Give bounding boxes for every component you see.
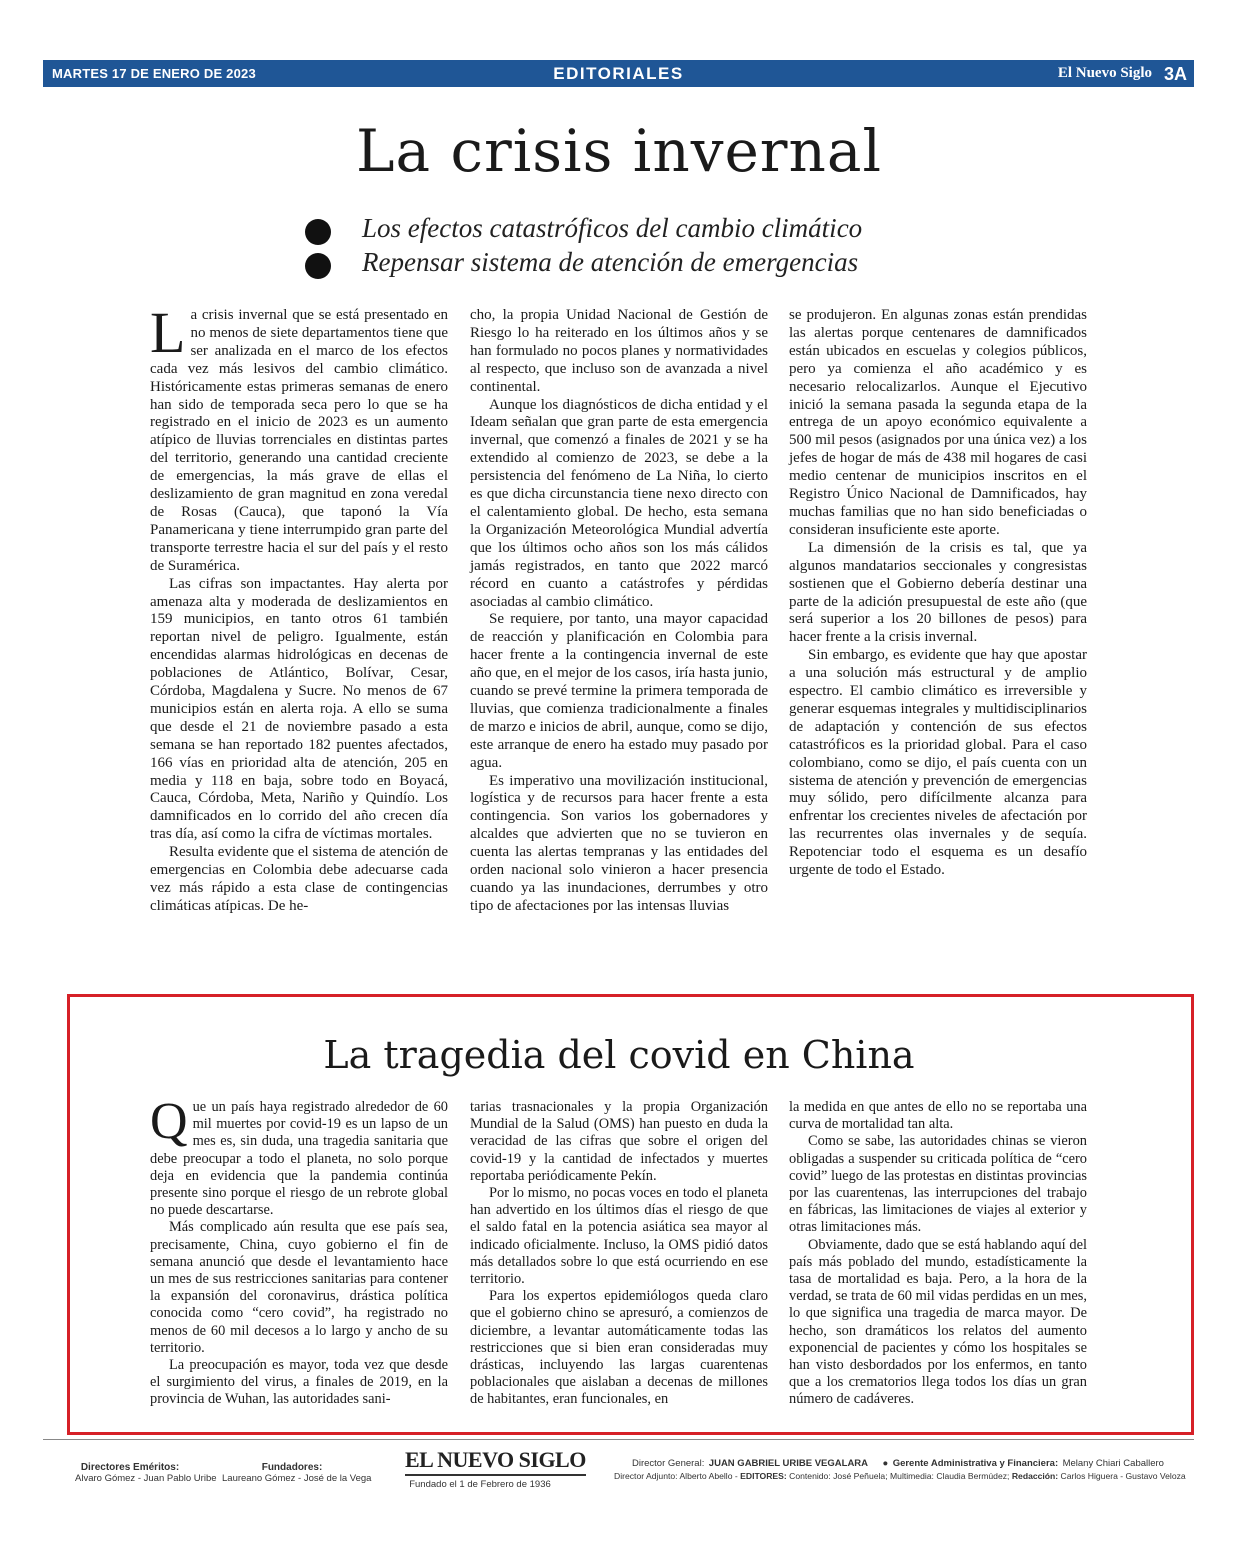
paragraph: Para los expertos epidemiólogos queda claro que el gobierno chino se apresuró, a comienzos de diciembre, a levantar automáticamente todas las restricciones que si bien eran consideradas muy drásticas, incluyendo las largas cuarentenas poblacionales que aislaban a decenas de millones de habitantes, eran funcionales, en — [470, 1288, 768, 1408]
editorial-title-covid: La tragedia del covid en China — [323, 1033, 915, 1077]
bullet-icon — [305, 219, 331, 245]
drop-cap: Q — [150, 1093, 188, 1150]
fundadores-label: Fundadores: — [261, 1462, 323, 1473]
bullet-icon: ● — [882, 1458, 889, 1469]
founded-date: Fundado el 1 de Febrero de 1936 — [409, 1479, 551, 1490]
directores-value: Alvaro Gómez - Juan Pablo Uribe — [75, 1473, 217, 1484]
footer-fundadores — [222, 1462, 372, 1484]
paragraph: Las cifras son impactantes. Hay alerta por amenaza alta y moderada de deslizamientos en 159 municipios, en tanto otros 61 también reportan nivel de peligro. Igualmente, están encendidas alarmas hidrológicas en decenas de poblaciones de Atlántico, Bolívar, Cesar, Córdoba, Magdalena y Sucre. No menos de 67 municipios están en alerta roja. A ello se suma que desde el 21 de noviembre pasado a esta semana se han reportado 182 puentes afectados, 166 vías en prioridad alta de atención, 205 en media y 118 en baja, sobre todo en Boyacá, Cauca, Córdoba, Meta, Nariño y Quindío. Los damnificados en lo corrido del año crecen día tras día, así como la cifra de víctimas mortales. — [150, 575, 448, 843]
paragraph: Obviamente, dado que se está hablando aquí del país más poblado del mundo, estadísticamente la tasa de mortalidad es baja. Pero, a la hora de la verdad, se trata de 60 mil vidas perdidas en un mes, lo que significa una tragedia de marca mayor. De hecho, son dramáticos los relatos del aumento exponencial de pacientes y cómo los hospitales se han visto desbordados por los enfermos, en tanto que a los crematorios llega todos los días un gran número de cadáveres. — [789, 1236, 1087, 1408]
paragraph: tarias trasnacionales y la propia Organización Mundial de la Salud (OMS) han puesto en duda la veracidad de las cifras que sobre el origen del covid-19 y la cantidad de infectados y muertes reportaba periódicamente Pekín. — [470, 1099, 768, 1184]
paragraph: Por lo mismo, no pocas voces en todo el planeta han advertido en los últimos días el riesgo de que el saldo fatal en la potencia asiática sea mayor al indicado oficialmente. Incluso, la OMS pidió datos más detallados sobre lo que está ocurriendo en ese territorio. — [470, 1185, 768, 1288]
paragraph: Sin embargo, es evidente que hay que apostar a una solución más estructural y de amplio espectro. El cambio climático es irreversible y generar esquemas integrales y multidisciplinarios de adaptación y contención de sus efectos catastróficos es la prioridad global. Para el caso colombiano, como se dijo, el país cuenta con un sistema de atención y prevención de emergencias muy sólido, pero difícilmente alcanza para enfrentar los crecientes niveles de afectación por las recurrentes olas invernales y de sequía. Repotenciar todo el esquema es un desafío urgente de todo el Estado. — [789, 647, 1087, 879]
footer-staff-line-2: Director Adjunto: Alberto Abello - EDITORES: Contenido: José Peñuela; Multimedia: Claudia Bermúdez; Redacción: Carlos Higuera - Gustavo Veloza — [614, 1471, 1186, 1481]
paragraph: Se requiere, por tanto, una mayor capacidad de reacción y planificación en Colombia para hacer frente a la contingencia invernal de este año que, en el mejor de los casos, iría hasta junio, cuando se prevé termine la primera temporada de lluvias, que comienza tradicionalmente a finales de marzo e inicios de abril, aunque, como se dijo, este arranque de enero ha estado muy pasado por agua. — [470, 611, 768, 771]
section-header-bar — [43, 60, 1194, 87]
paragraph: Resulta evidente que el sistema de atención de emergencias en Colombia debe adecuarse cada vez más rápido a esta clase de contingencias climáticas atípicas. De he- — [150, 844, 448, 914]
paragraph: cho, la propia Unidad Nacional de Gestión de Riesgo lo ha reiterado en los últimos años y se han formulado no pocos planes y normatividades al respecto, que incluso son de avanzada a nivel continental. — [470, 307, 768, 395]
directores-label: Directores Eméritos: — [80, 1462, 180, 1473]
masthead-logo: EL NUEVO SIGLO — [405, 1447, 586, 1476]
page-number: 3A — [1163, 64, 1187, 84]
paragraph: Que un país haya registrado alrededor de 60 mil muertes por covid-19 es un lapso de un mes es, sin duda, una tragedia sanitaria que debe preocupar a todo el planeta, no solo porque deja en evidencia que la pandemia continúa presente sino porque el riesgo de un rebrote global no puede descartarse. — [150, 1093, 448, 1219]
paragraph: Aunque los diagnósticos de dicha entidad y el Ideam señalan que gran parte de esta emergencia invernal, que comenzó a finales de 2021 y se ha extendido al comienzo de 2023, se debe a la persistencia del fenómeno de La Niña, lo cierto es que dicha circunstancia tiene nexo directo con el calentamiento global. De hecho, esta semana la Organización Meteorológica Mundial advertía que los últimos ocho años son los más cálidos jamás registrados, en tanto que 2022 marcó récord en cuanto a catástrofes y pérdidas asociadas al cambio climático. — [470, 396, 768, 610]
paragraph: La preocupación es mayor, toda vez que desde el surgimiento del virus, a finales de 2019, en la provincia de Wuhan, las autoridades sani- — [150, 1357, 448, 1408]
fundadores-value: Laureano Gómez - José de la Vega — [222, 1473, 372, 1484]
footer-directores — [75, 1462, 217, 1484]
editorial2-column-2 — [470, 1099, 768, 1409]
newspaper-name: El Nuevo Siglo — [1057, 65, 1152, 81]
subhead-text: Repensar sistema de atención de emergencias — [362, 247, 859, 277]
paragraph: se produjeron. En algunas zonas están prendidas las alertas porque centenares de damnificados están ubicados en escuelas y colegios públicos, pero ya comienza el año académico y es necesario relocalizarlos. Aunque el Ejecutivo inició la semana pasada la segunda etapa de la entrega de un apoyo económico equivalente a 500 mil pesos (asignados por una única vez) a los jefes de hogar de más de 438 mil hogares de casi medio centenar de municipios inscritos en el Registro Único Nacional de Damnificados, hay muchas familias que no han sido beneficiadas o consideran insuficiente este aporte. — [789, 307, 1087, 538]
editorial-column-3 — [789, 307, 1087, 880]
footer-staff-line-1: Director General: JUAN GABRIEL URIBE VEGALARA ● Gerente Administrativa y Financiera: Melany Chiari Caballero — [632, 1458, 1164, 1469]
subhead-text: Los efectos catastróficos del cambio climático — [362, 213, 863, 243]
paragraph: Más complicado aún resulta que ese país sea, precisamente, China, cuyo gobierno el fin de semana anunció que desde el levantamiento hace un mes de sus restricciones sanitarias para contener la expansión del coronavirus, drástica política conocida como “cero covid”, ha registrado no menos de 60 mil decesos a lo largo y ancho de su territorio. — [150, 1219, 448, 1356]
paragraph: La crisis invernal que se está presentado en no menos de siete departamentos tiene que ser analizada en el marco de los efectos cada vez más lesivos del cambio climático. Históricamente estas primeras semanas de enero han sido de temporada seca pero lo que se ha registrado en el inicio de 2023 es un aumento atípico de lluvias torrenciales en distintas partes del territorio, generando una cantidad creciente de emergencias, la más grave de ellas el deslizamiento de gran magnitud en zona veredal de Rosas (Cauca), que taponó la Vía Panamericana y tiene interrumpido gran parte del transporte terrestre hacia el sur del país y el resto de Suramérica. — [150, 300, 448, 574]
footer-masthead — [405, 1447, 586, 1490]
footer-divider — [43, 1439, 1194, 1440]
paragraph: Es imperativo una movilización institucional, logística y de recursos para hacer frente a esta contingencia. Son varios los gobernadores y alcaldes que advierten que no se tuvieron en cuenta las alertas tempranas y las entidades del orden nacional solo vinieron a hacer presencia cuando ya las inundaciones, derrumbes y otro tipo de afectaciones por las intensas lluvias — [470, 772, 768, 914]
paragraph: la medida en que antes de ello no se reportaba una curva de mortalidad tan alta. — [789, 1099, 1087, 1133]
editorial-column-2 — [470, 307, 768, 916]
drop-cap: L — [150, 300, 186, 365]
editorial2-column-1 — [150, 1093, 448, 1409]
paragraph: Como se sabe, las autoridades chinas se vieron obligadas a suspender su criticada política de “cero covid” luego de las protestas en distintas provincias por las cuarentenas, las interrupciones del trabajo en fábricas, las limitaciones de viajes al exterior y otras limitaciones más. — [789, 1133, 1087, 1236]
editorial-title-crisis: La crisis invernal — [355, 117, 882, 185]
editorial2-column-3 — [789, 1099, 1087, 1409]
section-title: EDITORIALES — [553, 64, 684, 83]
bullet-icon — [305, 253, 331, 279]
edition-date: MARTES 17 DE ENERO DE 2023 — [52, 66, 256, 81]
editorial-column-1 — [150, 300, 448, 916]
paragraph: La dimensión de la crisis es tal, que ya algunos mandatarios seccionales y congresistas sostienen que el Gobierno debería destinar una parte de la adición presupuestal de este año (que será superior a los 20 billones de pesos) para hacer frente a la crisis invernal. — [789, 539, 1087, 646]
